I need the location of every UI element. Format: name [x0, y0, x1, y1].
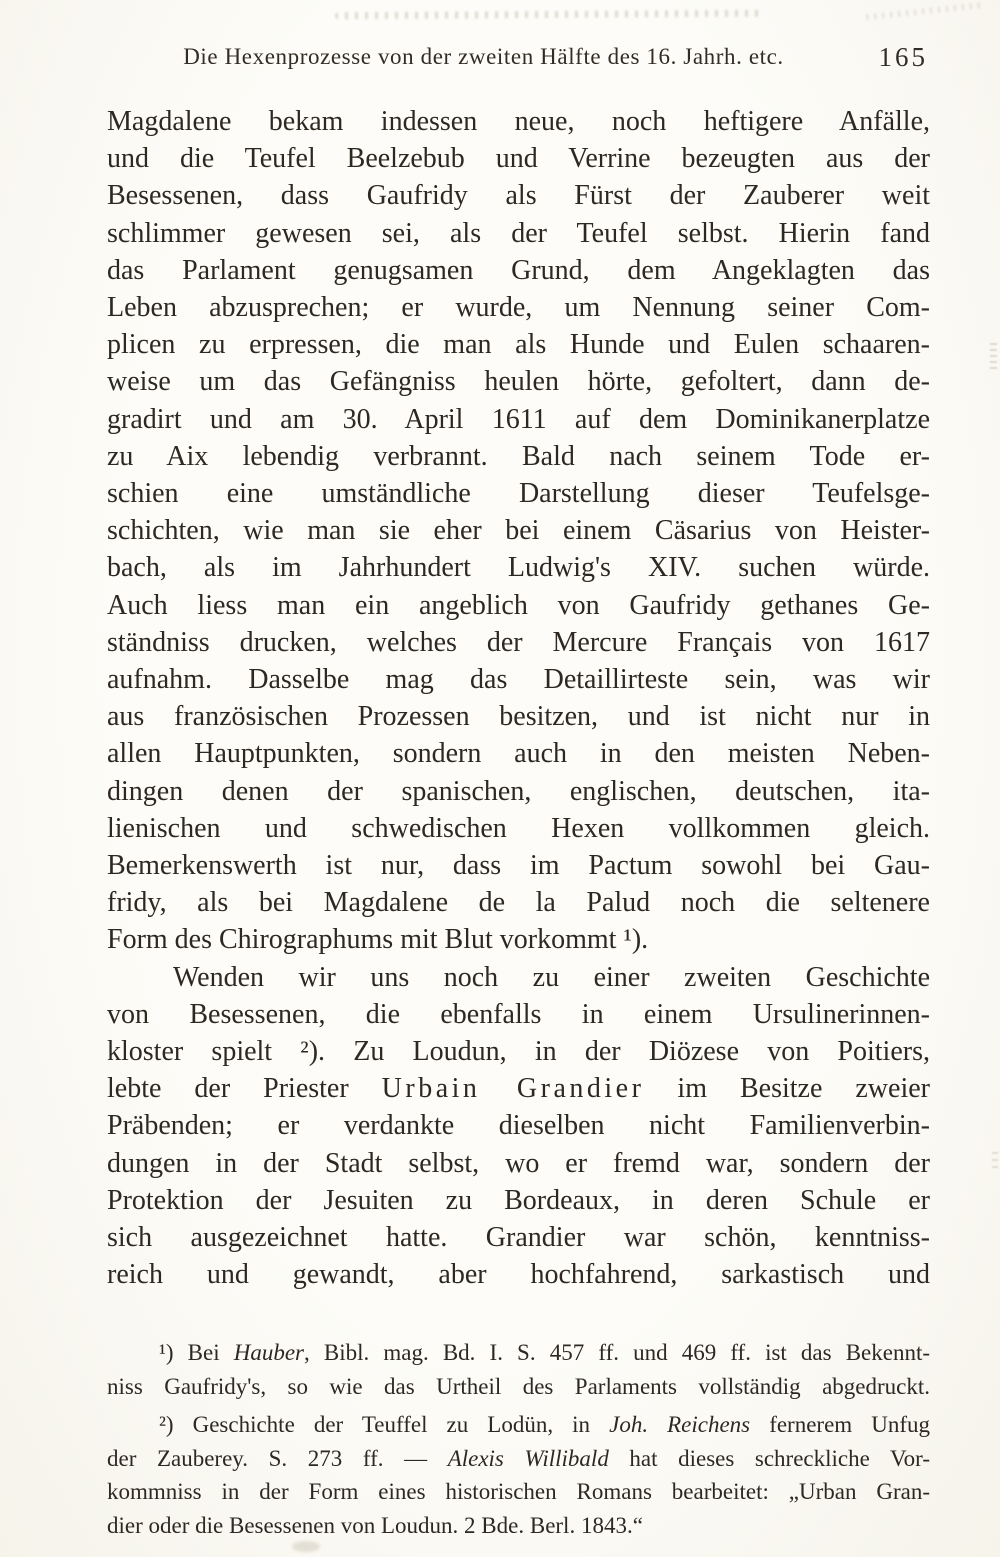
- text-line: kommniss in der Form eines historischen Romans bearbeitet: „Urban Gran-: [107, 1479, 930, 1504]
- text-line: schichten, wie man sie eher bei einem Cäsarius von Heister-: [107, 515, 930, 547]
- text-run: ²) Geschichte der Teuffel zu Lodün, in: [159, 1412, 610, 1437]
- text-line: Präbenden; er verdankte dieselben nicht Familienverbin-: [107, 1110, 930, 1142]
- italic-text: Joh. Reichens: [609, 1412, 751, 1437]
- body-text: [107, 103, 930, 1294]
- text-line: fridy, als bei Magdalene de la Palud noch die seltenere: [107, 887, 930, 919]
- text-line: ständniss drucken, welches der Mercure Français von 1617: [107, 626, 930, 658]
- text-line: Magdalene bekam indessen neue, noch heftigere Anfälle,: [107, 106, 930, 137]
- scan-artifact-top: [335, 10, 765, 20]
- text-line: [107, 1442, 930, 1476]
- scan-artifact-top-right: [866, 2, 986, 21]
- text-run: im Besitze zweier: [644, 1073, 930, 1105]
- running-title: Die Hexenprozesse von der zweiten Hälfte des 16. Jahrh. etc.: [183, 44, 784, 69]
- text-line: Bemerkenswerth ist nur, dass im Pactum sowohl bei Gau-: [107, 850, 930, 882]
- page-number: 165: [878, 42, 928, 72]
- text-line: dingen denen der spanischen, englischen, deutschen, ita-: [107, 775, 930, 807]
- text-run: lebte der Priester: [107, 1073, 382, 1105]
- text-run: der Zauberey. S. 273 ff. —: [107, 1445, 448, 1471]
- text-line: niss Gaufridy's, so wie das Urtheil des Parlaments vollständig abgedruckt.: [107, 1373, 930, 1399]
- text-run: ¹) Bei: [159, 1340, 234, 1365]
- page-header: [107, 44, 930, 78]
- scan-artifact-right-margin-2: [992, 1150, 998, 1168]
- text-line: lienischen und schwedischen Hexen vollkommen gleich.: [107, 812, 930, 844]
- scan-artifact-right-margin: [990, 343, 997, 369]
- text-line: Form des Chirographums mit Blut vorkommt ¹).: [107, 924, 649, 956]
- text-line: das Parlament genugsamen Grund, dem Angeklagten das: [107, 254, 930, 286]
- text-run: fernerem Unfug: [750, 1412, 931, 1437]
- text-line: reich und gewandt, aber hochfahrend, sarkastisch und: [107, 1259, 930, 1291]
- text-line: kloster spielt ²). Zu Loudun, in der Diözese von Poitiers,: [107, 1036, 930, 1068]
- text-run: , Bibl. mag. Bd. I. S. 457 ff. und 469 ff. ist das Bekennt-: [304, 1340, 931, 1365]
- text-line: gradirt und am 30. April 1611 auf dem Dominikanerplatze: [107, 403, 930, 435]
- footnotes: [107, 1336, 930, 1542]
- italic-text: Alexis Willibald: [447, 1445, 609, 1471]
- text-line: [107, 1408, 930, 1442]
- text-run: hat dieses schreckliche Vor-: [608, 1445, 931, 1471]
- scan-artifact-bottom: [292, 1541, 320, 1552]
- italic-text: Hauber: [233, 1340, 305, 1365]
- letterspaced-name: Urbain Grandier: [381, 1073, 645, 1105]
- body-paragraph: [107, 103, 930, 959]
- text-line: Besessenen, dass Gaufridy als Fürst der Zauberer weit: [107, 180, 930, 212]
- text-line: plicen zu erpressen, die man als Hunde und Eulen schaaren-: [107, 329, 930, 361]
- text-line: dungen in der Stadt selbst, wo er fremd war, sondern der: [107, 1147, 930, 1179]
- text-line: [107, 1070, 930, 1107]
- text-line: allen Hauptpunkten, sondern auch in den meisten Neben-: [107, 738, 930, 770]
- text-line: weise um das Gefängniss heulen hörte, gefoltert, dann de-: [107, 366, 930, 398]
- text-line: zu Aix lebendig verbrannt. Bald nach seinem Tode er-: [107, 440, 930, 472]
- text-line: bach, als im Jahrhundert Ludwig's XIV. suchen würde.: [107, 552, 930, 584]
- text-line: schien eine umständliche Darstellung dieser Teufelsge-: [107, 478, 930, 510]
- text-line: [107, 1336, 930, 1370]
- text-line: aufnahm. Dasselbe mag das Detaillirteste sein, was wir: [107, 664, 930, 696]
- footnote-paragraph: [107, 1408, 930, 1542]
- body-paragraph: [107, 959, 930, 1294]
- text-line: Leben abzusprechen; er wurde, um Nennung seiner Com-: [107, 292, 930, 324]
- text-line: Auch liess man ein angeblich von Gaufridy gethanes Ge-: [107, 589, 930, 621]
- text-line: schlimmer gewesen sei, als der Teufel selbst. Hierin fand: [107, 217, 930, 249]
- text-line: Protektion der Jesuiten zu Bordeaux, in deren Schule er: [107, 1184, 930, 1216]
- footnote-paragraph: [107, 1336, 930, 1403]
- text-line: und die Teufel Beelzebub und Verrine bezeugten aus der: [107, 143, 930, 175]
- text-line: dier oder die Besessenen von Loudun. 2 Bde. Berl. 1843.“: [107, 1512, 643, 1538]
- text-line: Wenden wir uns noch zu einer zweiten Geschichte: [173, 961, 930, 993]
- text-line: aus französischen Prozessen besitzen, und ist nicht nur in: [107, 701, 930, 733]
- text-line: von Besessenen, die ebenfalls in einem Ursulinerinnen-: [107, 998, 930, 1030]
- text-line: sich ausgezeichnet hatte. Grandier war schön, kenntniss-: [107, 1222, 930, 1254]
